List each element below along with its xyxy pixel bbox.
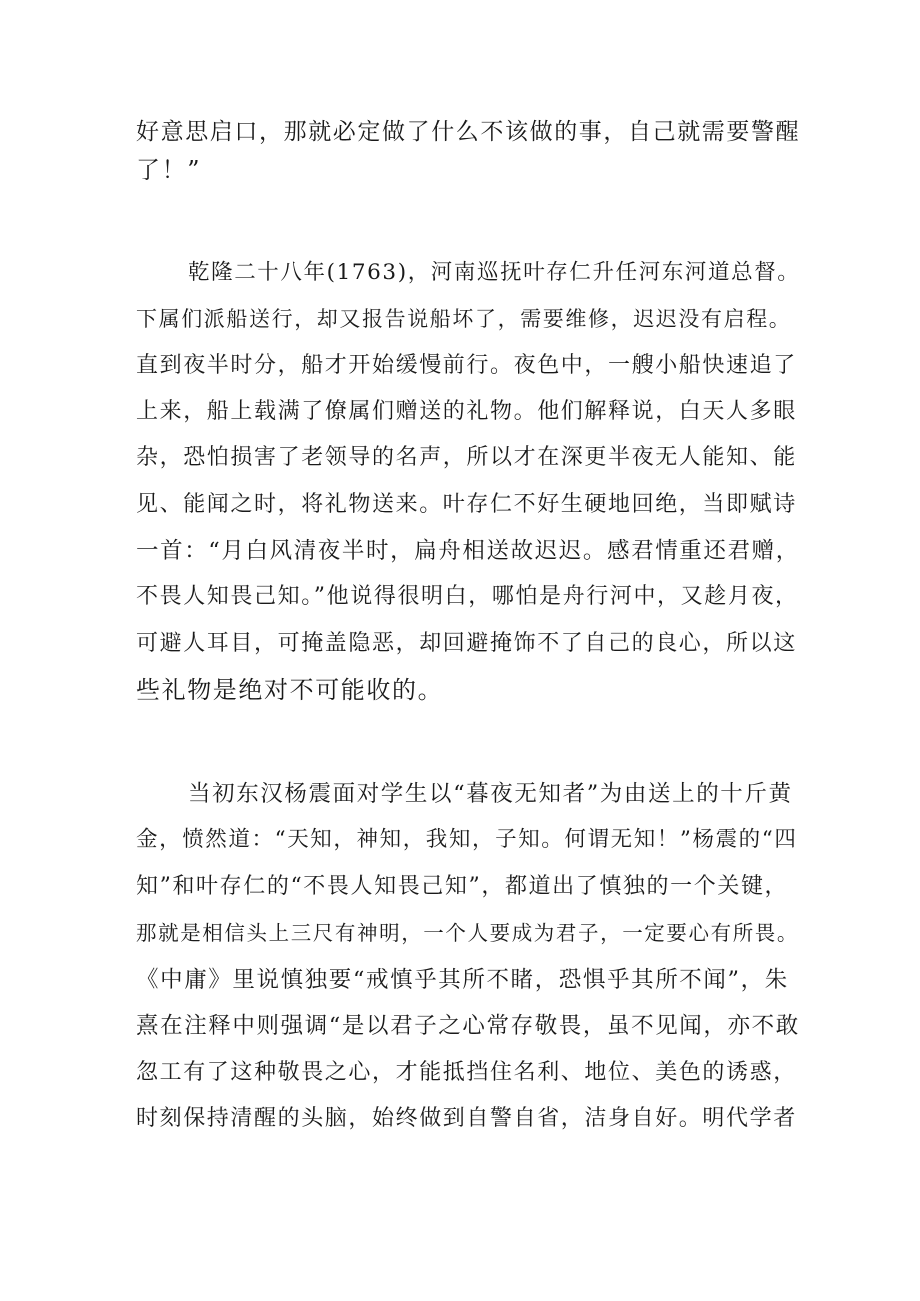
text-line: 时刻保持清醒的头脑，始终做到自警自省，洁身自好。明代学者 bbox=[136, 1106, 797, 1131]
text-line: 熹在注释中则强调“是以君子之心常存敬畏，虽不见闻，亦不敢 bbox=[136, 1013, 800, 1039]
text-line: 可避人耳目，可掩盖隐恶，却回避掩饰不了自己的良心，所以这 bbox=[136, 631, 797, 656]
text-line: 不畏人知畏己知。”他说得很明白，哪怕是舟行河中，又趁月夜， bbox=[136, 584, 799, 609]
text-line: 直到夜半时分，船才开始缓慢前行。夜色中，一艘小船快速追了 bbox=[136, 353, 797, 378]
text-line: 杂，恐怕损害了老领导的名声，所以才在深更半夜无人能知、能 bbox=[136, 445, 797, 470]
text-line: 了！” bbox=[136, 156, 202, 184]
text-line: 些礼物是绝对不可能收的。 bbox=[136, 676, 444, 704]
text-line: 一首：“月白风清夜半时，扁舟相送故迟迟。感君情重还君赠， bbox=[136, 538, 800, 564]
text-line: 好意思启口，那就必定做了什么不该做的事，自己就需要警醒 bbox=[136, 119, 801, 145]
paragraph-first-line: 当初东汉杨震面对学生以“暮夜无知者”为由送上的十斤黄 bbox=[188, 781, 793, 807]
text-line: 那就是相信头上三尺有神明，一个人要成为君子，一定要心有所畏。 bbox=[136, 921, 799, 945]
paragraph-first-line: 乾隆二十八年(1763)，河南巡抚叶存仁升任河东河道总督。 bbox=[188, 260, 801, 285]
text-line: 下属们派船送行，却又报告说船坏了，需要维修，迟迟没有启程。 bbox=[136, 307, 792, 331]
text-line: 金，愤然道：“天知，神知，我知，子知。何谓无知！”杨震的“四 bbox=[136, 827, 798, 852]
text-line: 忽工有了这种敬畏之心，才能抵挡住名利、地位、美色的诱惑， bbox=[136, 1060, 797, 1085]
text-line: 知”和叶存仁的“不畏人知畏己知”，都道出了慎独的一个关键， bbox=[136, 874, 789, 899]
text-line: 上来，船上载满了僚属们赠送的礼物。他们解释说，白天人多眼 bbox=[136, 399, 797, 424]
text-line: 《中庸》里说慎独要“戒慎乎其所不睹，恐惧乎其所不闻”，朱 bbox=[136, 967, 789, 993]
text-line: 见、能闻之时，将礼物送来。叶存仁不好生硬地回绝，当即赋诗 bbox=[136, 492, 797, 517]
